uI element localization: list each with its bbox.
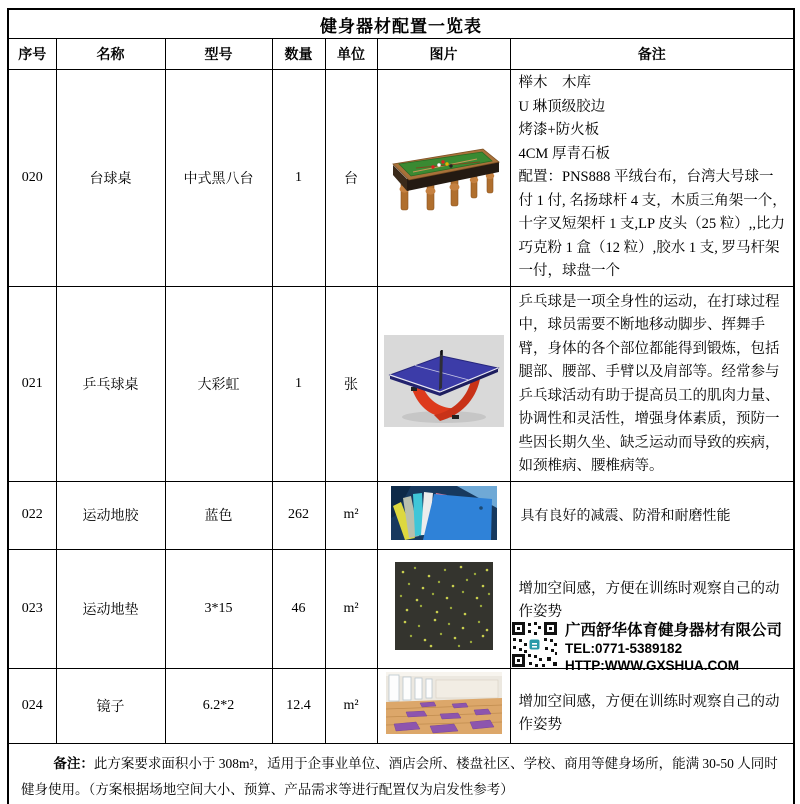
col-header-no: 序号	[8, 39, 56, 70]
table-row	[8, 70, 794, 287]
cell-qty: 1	[272, 70, 325, 287]
cell-image	[377, 668, 510, 743]
footer-note-label: 备注：	[53, 755, 94, 771]
header-row	[8, 39, 794, 70]
qr-code-icon	[511, 621, 558, 668]
cell-no: 024	[8, 668, 56, 743]
cell-model: 6.2*2	[165, 668, 272, 743]
billiard-table-image	[383, 135, 505, 215]
cell-model: 中式黑八台	[165, 70, 272, 287]
cell-name: 镜子	[56, 668, 165, 743]
cell-image	[377, 481, 510, 549]
equipment-table	[7, 8, 795, 804]
company-stamp-text	[565, 621, 782, 674]
cell-model: 蓝色	[165, 481, 272, 549]
footer-row	[8, 743, 794, 804]
flooring-samples-image	[391, 486, 497, 540]
title-row	[8, 9, 794, 39]
cell-unit: m²	[325, 549, 377, 668]
company-name: 广西舒华体育健身器材有限公司	[565, 622, 783, 639]
cell-qty: 46	[272, 549, 325, 668]
cell-no: 023	[8, 549, 56, 668]
mirror-yoga-room-image	[386, 672, 502, 734]
remark-line: 榉木 木库	[518, 75, 591, 91]
table-row	[8, 668, 794, 743]
remark-line: 配置：PNS888 平绒台布，台湾大号球一付 1 付, 名扬球杆 4 支，木质三角架一个，十字叉短架杆 1 支,LP 皮头（25 粒）,,比力巧克粉 1 盒（12 粒）,胶水 1 支, 罗马杆架一付，球盘一个	[518, 169, 787, 279]
cell-no: 020	[8, 70, 56, 287]
cell-qty: 1	[272, 286, 325, 481]
ping-pong-table-image	[384, 335, 504, 427]
cell-qty: 262	[272, 481, 325, 549]
col-header-model: 型号	[165, 39, 272, 70]
cell-remark: 具有良好的减震、防滑和耐磨性能	[510, 481, 794, 549]
cell-no: 022	[8, 481, 56, 549]
cell-remark	[510, 70, 794, 287]
cell-name: 运动地垫	[56, 549, 165, 668]
company-tel: TEL:0771-5389182	[565, 641, 683, 656]
cell-unit: 台	[325, 70, 377, 287]
cell-remark: 乒乓球是一项全身性的运动，在打球过程中，球员需要不断地移动脚步、挥舞手臂，身体的各个部位都能得到锻炼，包括腿部、腰部、手臂以及肩部等。经常参与乒乓球活动有助于提高员工的肌肉力量、协调性和灵活性，增强身体素质，预防一些因长期久坐、缺乏运动而导致的疾病，如颈椎病、腰椎病等。	[510, 286, 794, 481]
col-header-image: 图片	[377, 39, 510, 70]
cell-remark: 增加空间感，方便在训练时观察自己的动作姿势	[510, 549, 794, 668]
cell-image	[377, 70, 510, 287]
footer-note-text: 此方案要求面积小于 308m²，适用于企事业单位、酒店会所、楼盘社区、学校、商用等健身场所，能满 30-50 人同时健身使用。（方案根据场地空间大小、预算、产品需求等进行配置仅为启发性参考）	[21, 755, 778, 797]
cell-remark: 增加空间感，方便在训练时观察自己的动作姿势	[510, 668, 794, 743]
col-header-remark: 备注	[510, 39, 794, 70]
company-url: HTTP:WWW.GXSHUA.COM	[565, 658, 739, 673]
cell-name: 台球桌	[56, 70, 165, 287]
cell-model: 大彩虹	[165, 286, 272, 481]
cell-no: 021	[8, 286, 56, 481]
page-title: 健身器材配置一览表	[8, 9, 794, 39]
rubber-mat-image	[395, 562, 493, 650]
footer-paragraph	[21, 751, 781, 803]
remark-line: U 琳顶级胶边	[518, 98, 606, 115]
cell-image	[377, 286, 510, 481]
cell-image	[377, 549, 510, 668]
table-row	[8, 286, 794, 481]
cell-qty: 12.4	[272, 668, 325, 743]
cell-model: 3*15	[165, 549, 272, 668]
cell-name: 乒乓球桌	[56, 286, 165, 481]
footer-note	[8, 743, 794, 804]
remark-line: 4CM 厚青石板	[518, 145, 610, 162]
cell-name: 运动地胶	[56, 481, 165, 549]
cell-unit: m²	[325, 481, 377, 549]
cell-unit: 张	[325, 286, 377, 481]
col-header-name: 名称	[56, 39, 165, 70]
remark-line: 烤漆+防火板	[518, 122, 600, 138]
company-stamp	[511, 621, 782, 674]
col-header-qty: 数量	[272, 39, 325, 70]
table-row	[8, 481, 794, 549]
cell-unit: m²	[325, 668, 377, 743]
col-header-unit: 单位	[325, 39, 377, 70]
